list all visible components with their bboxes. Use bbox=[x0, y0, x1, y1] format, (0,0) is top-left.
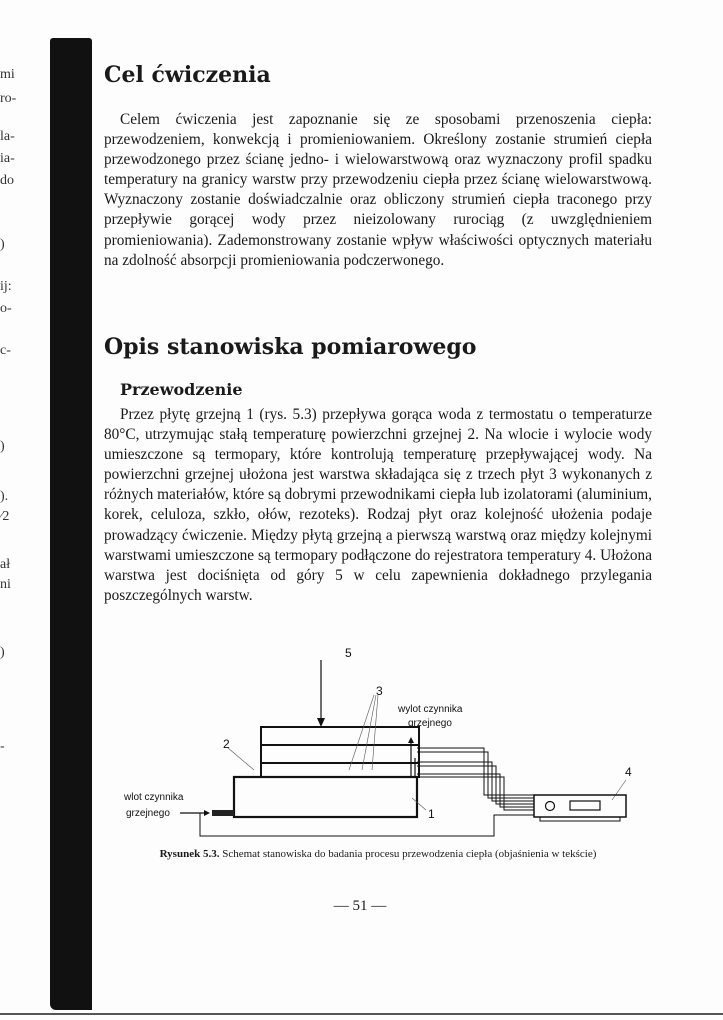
figure-label-2: 2 bbox=[223, 737, 230, 751]
figure-label-1: 1 bbox=[428, 807, 435, 821]
scan-bottom-edge bbox=[0, 1013, 723, 1015]
margin-fragment: ⁄2 bbox=[0, 509, 10, 524]
subsection-title-conduction: Przewodzenie bbox=[120, 380, 243, 399]
figure-label-5: 5 bbox=[345, 646, 352, 660]
figure-label-4: 4 bbox=[625, 765, 632, 779]
section-title-goal: Cel ćwiczenia bbox=[104, 62, 271, 88]
margin-fragment: - bbox=[0, 739, 5, 754]
margin-fragment: ro- bbox=[0, 91, 17, 106]
figure-caption bbox=[104, 848, 652, 860]
margin-fragment: ij: bbox=[0, 279, 12, 294]
inlet-pipe bbox=[180, 810, 534, 836]
heating-plate bbox=[234, 777, 417, 817]
margin-fragment: c- bbox=[0, 343, 11, 358]
figure-caption-label: Rysunek 5.3. bbox=[159, 848, 220, 860]
margin-fragment: o- bbox=[0, 301, 12, 316]
margin-fragment: ) bbox=[0, 237, 5, 252]
margin-fragment: la- bbox=[0, 129, 15, 144]
margin-fragment: ni bbox=[0, 577, 11, 592]
margin-fragment: ) bbox=[0, 439, 5, 454]
margin-fragment: ał bbox=[0, 557, 11, 572]
figure-caption-text: Schemat stanowiska do badania procesu przewodzenia ciepła (objaśnienia w tekście) bbox=[219, 848, 597, 860]
margin-fragment: mi bbox=[0, 67, 15, 82]
outlet-label-line1: wylot czynnika bbox=[398, 704, 463, 715]
section-setup-text: Przez płytę grzejną 1 (rys. 5.3) przepływa gorąca woda z termostatu o temperaturze 80°C, utrzymując stałą temperaturę powierzchni grzejnej 2. Na wlocie i wylocie wody umieszczone są termopary, które kontrolują temperaturę przepływającej wody. Na powierzchni grzejnej ułożona jest warstwa składająca się z trzech płyt 3 wykonanych z różnych materiałów, które są dobrymi przewodnikami ciepła lub izolatorami (aluminium, korek, celuloza, szkło, ołów, rezoteks). Rodzaj płyt oraz kolejność ułożenia podaje prowadzący ćwiczenie. Między płytą grzejną a pierwszą warstwą oraz między kolejnymi warstwami umieszczone są termopary podłączone do rejestratora temperatury 4. Ułożona warstwa jest dociśnięta od góry 5 w celu zapewnienia dokładnego przylegania poszczególnych warstw. bbox=[104, 406, 652, 604]
section-title-setup: Opis stanowiska pomiarowego bbox=[104, 334, 477, 360]
section-goal-text: Celem ćwiczenia jest zapoznanie się ze sposobami przenoszenia ciepła: przewodzeniem, konwekcją i promieniowaniem. Określony zostanie strumień ciepła przewodzonego przez ścianę jedno- i wielowarstwową oraz wyznaczony profil spadku temperatury na granicy warstw przy przewodzeniu ciepła przez ścianę wielowarstwową. Wyznaczony zostanie doświadczalnie oraz obliczony strumień ciepła traconego przy przepływie gorącej wody przez nieizolowany rurociąg (z uwzględnieniem promieniowania). Zademonstrowany zostanie wpływ właściwości optycznych materiału na zdolność absorpcji promieniowania podczerwonego. bbox=[104, 111, 652, 269]
section-setup-paragraph bbox=[104, 405, 652, 606]
page-number: — 51 — bbox=[333, 898, 387, 914]
binding-gutter bbox=[50, 48, 92, 1010]
temperature-recorder bbox=[534, 795, 626, 821]
layer-stack bbox=[261, 727, 419, 777]
figure-label-3: 3 bbox=[376, 684, 383, 698]
thermocouple-wires bbox=[417, 748, 534, 810]
inlet-label-line2: grzejnego bbox=[126, 808, 170, 819]
outlet-label-line2: grzejnego bbox=[408, 718, 452, 729]
inlet-label-line1: wlot czynnika bbox=[124, 792, 184, 803]
figure-apparatus-diagram bbox=[104, 640, 652, 845]
outlet-pipe bbox=[408, 737, 415, 777]
section-goal-paragraph bbox=[104, 110, 652, 271]
margin-fragment: ) bbox=[0, 645, 5, 660]
margin-fragment: do bbox=[0, 173, 14, 188]
pressure-arrow bbox=[317, 660, 325, 727]
margin-fragment: ia- bbox=[0, 151, 15, 166]
margin-fragment: ). bbox=[0, 489, 9, 504]
